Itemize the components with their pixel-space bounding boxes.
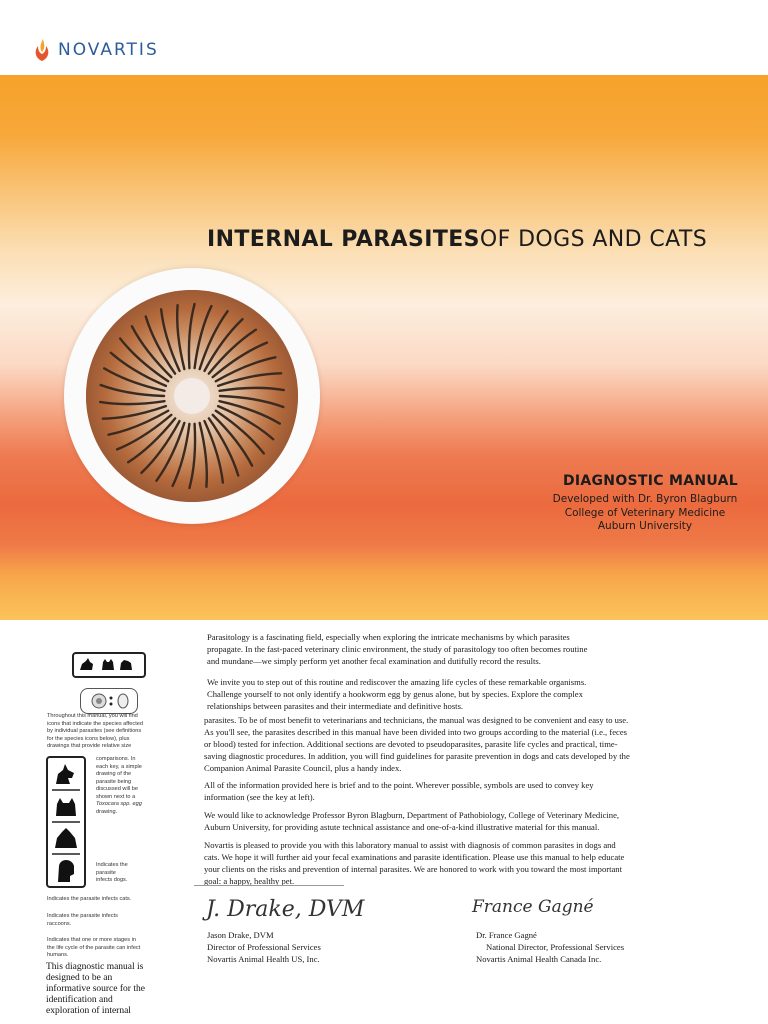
raccoon-icon [55, 828, 77, 848]
title-rest: OF DOGS AND CATS [479, 227, 708, 252]
paragraph-line: cats. We hope it will further aid your fecal examinations and parasite identification. Please use this manual to help educate [204, 852, 625, 862]
dog-icon [56, 764, 74, 784]
key-raccoons-line: raccoons. [47, 920, 72, 927]
note-line: identification and [46, 995, 113, 1005]
paragraph-line: All of the information provided here is brief and to the point. Wherever possible, symbols are used to convey key [204, 780, 594, 790]
paragraph-line: parasites. To be of most benefit to veterinarians and technicians, the manual was designed to be convenient and easy to use. [204, 715, 629, 725]
paragraph-line: or blood) tested for infection. Additional sections are devoted to pseudoparasites, parasite life cycles and practical, time- [204, 739, 618, 749]
paragraph-line: saving diagnostic procedures. In addition, you will find guidelines for parasite prevention in dogs and cats developed by the [204, 751, 630, 761]
brand-name: NOVARTIS [58, 40, 159, 60]
paragraph-line: Auburn University, for providing astute technical assistance and one-of-a-kind illustrative material for this manual. [204, 822, 600, 832]
key-humans-line: humans. [47, 952, 69, 958]
paragraph-line: goal: a happy, healthy pet. [204, 876, 295, 886]
key-humans-text [47, 937, 197, 960]
intro-paragraph [207, 631, 725, 667]
key-dogs-line: parasite [96, 869, 116, 876]
egg-note-line: comparisons. In [96, 756, 136, 762]
key-raccoons-text [47, 913, 197, 928]
paragraph-line: Parasitology is a fascinating field, especially when exploring the intricate mechanisms by which parasites [207, 632, 570, 642]
paragraph-line: information (see the key at left). [204, 792, 315, 802]
key-intro-line: icons that indicate the species affected [47, 720, 143, 727]
signatory-name: Jason Drake, DVM [207, 930, 274, 940]
species-icon-bar [72, 652, 146, 678]
key-dogs-line: Indicates the [96, 862, 128, 868]
novartis-flame-icon [32, 38, 52, 62]
signature-rule [194, 885, 344, 886]
key-intro-line: by individual parasites (see definitions [47, 728, 142, 734]
paragraph-line: Challenge yourself to not only identify a hookworm egg by genus alone, but by species. Explore the complex [207, 689, 583, 699]
paragraph-line: As you'll see, the parasites described in this manual have been divided into two groups according to the material (i.e., feces [204, 727, 627, 737]
intro-paragraph [204, 809, 722, 833]
paragraph-line: We invite you to step out of this routine and rediscover the amazing life cycles of these remarkable organisms. [207, 677, 587, 687]
key-intro-line: drawings that provide relative size [47, 743, 132, 749]
egg-comparison-note [96, 756, 166, 816]
signature-gagne [470, 886, 610, 922]
key-dogs-line: infects dogs. [96, 877, 128, 883]
paragraph-line: Companion Animal Parasite Council, plus a handy index. [204, 763, 402, 773]
note-line: informative source for the [46, 984, 145, 994]
parasite-micrograph [86, 290, 298, 502]
signature-drake-text: J. Drake, DVM [206, 897, 365, 922]
key-intro-line: Throughout this manual, you will find [47, 713, 138, 719]
signature-drake [204, 890, 365, 924]
human-icon [58, 860, 74, 882]
signatory-name: Dr. France Gagné [476, 930, 537, 940]
signature-gagne-text: France Gagné [472, 897, 594, 917]
egg-note-line: Toxocara spp. egg [96, 801, 142, 807]
key-humans-line: Indicates that one or more stages in [47, 937, 136, 943]
paragraph-line: We would like to acknowledge Professor Byron Blagburn, Department of Pathobiology, College of Veterinary Medicine, [204, 810, 620, 820]
key-cats-text: Indicates the parasite infects cats. [47, 896, 132, 902]
manual-subtitle: DIAGNOSTIC MANUAL [562, 473, 738, 489]
note-line: This diagnostic manual is [46, 962, 144, 972]
credit-line: Auburn University [597, 520, 693, 532]
egg-note-line: discussed will be [96, 786, 138, 792]
note-line: designed to be an [46, 973, 113, 983]
paragraph-line: and mundane—we simply perform yet another fecal examination and dutifully record the results. [207, 656, 541, 666]
egg-note-line: drawing of the [96, 771, 132, 777]
signatory-org: Novartis Animal Health US, Inc. [207, 954, 320, 964]
credit-line: College of Veterinary Medicine [564, 507, 726, 519]
intro-paragraph [204, 714, 726, 774]
egg-note-line: each key, a simple [96, 763, 142, 770]
signatory-title: National Director, Professional Services [486, 942, 625, 952]
key-raccoons-line: Indicates the parasite infects [47, 913, 118, 919]
signatory-block [476, 929, 624, 965]
paragraph-line: your clients on the risks and prevention of internal parasites. We are honored to work with you toward the most important [204, 864, 622, 874]
paragraph-line: Novartis is pleased to provide you with this laboratory manual to assist with diagnosis of common parasites in dogs and [204, 840, 616, 850]
paragraph-line: propagate. In the fast-paced veterinary clinic environment, the study of parasitology too often becomes routine [207, 644, 588, 654]
egg-note-line: shown next to a [96, 793, 136, 800]
cat-icon [102, 659, 114, 670]
key-intro [47, 713, 197, 751]
manual-purpose-note [46, 962, 156, 1017]
note-line: exploration of internal [46, 1006, 131, 1016]
signatory-org: Novartis Animal Health Canada Inc. [476, 954, 602, 964]
key-dogs-text [96, 862, 166, 885]
intro-paragraph [204, 839, 722, 887]
raccoon-icon [120, 660, 132, 670]
dog-icon [80, 658, 93, 670]
credit-line: Developed with Dr. Byron Blagburn [552, 493, 738, 505]
intro-paragraph [204, 779, 722, 803]
intro-paragraph [207, 676, 725, 712]
egg-note-line: drawing. [96, 808, 118, 815]
toxocara-egg-icon [92, 694, 106, 708]
novartis-logo [32, 38, 159, 62]
page-title [207, 227, 707, 252]
parasite-egg-icon [118, 694, 128, 708]
key-humans-line: the life cycle of the parasite can infect [47, 944, 141, 951]
cat-icon [56, 798, 76, 816]
signatory-block [207, 929, 321, 965]
species-key-column [46, 756, 86, 888]
egg-comparison-box [80, 688, 138, 714]
title-bold: INTERNAL PARASITES [207, 227, 480, 252]
paragraph-line: relationships between parasites and their intermediate and definitive hosts. [207, 701, 464, 711]
signatory-title: Director of Professional Services [207, 942, 321, 952]
egg-note-line: parasite being [96, 778, 132, 785]
key-intro-line: for the species icons below), plus [47, 735, 130, 742]
